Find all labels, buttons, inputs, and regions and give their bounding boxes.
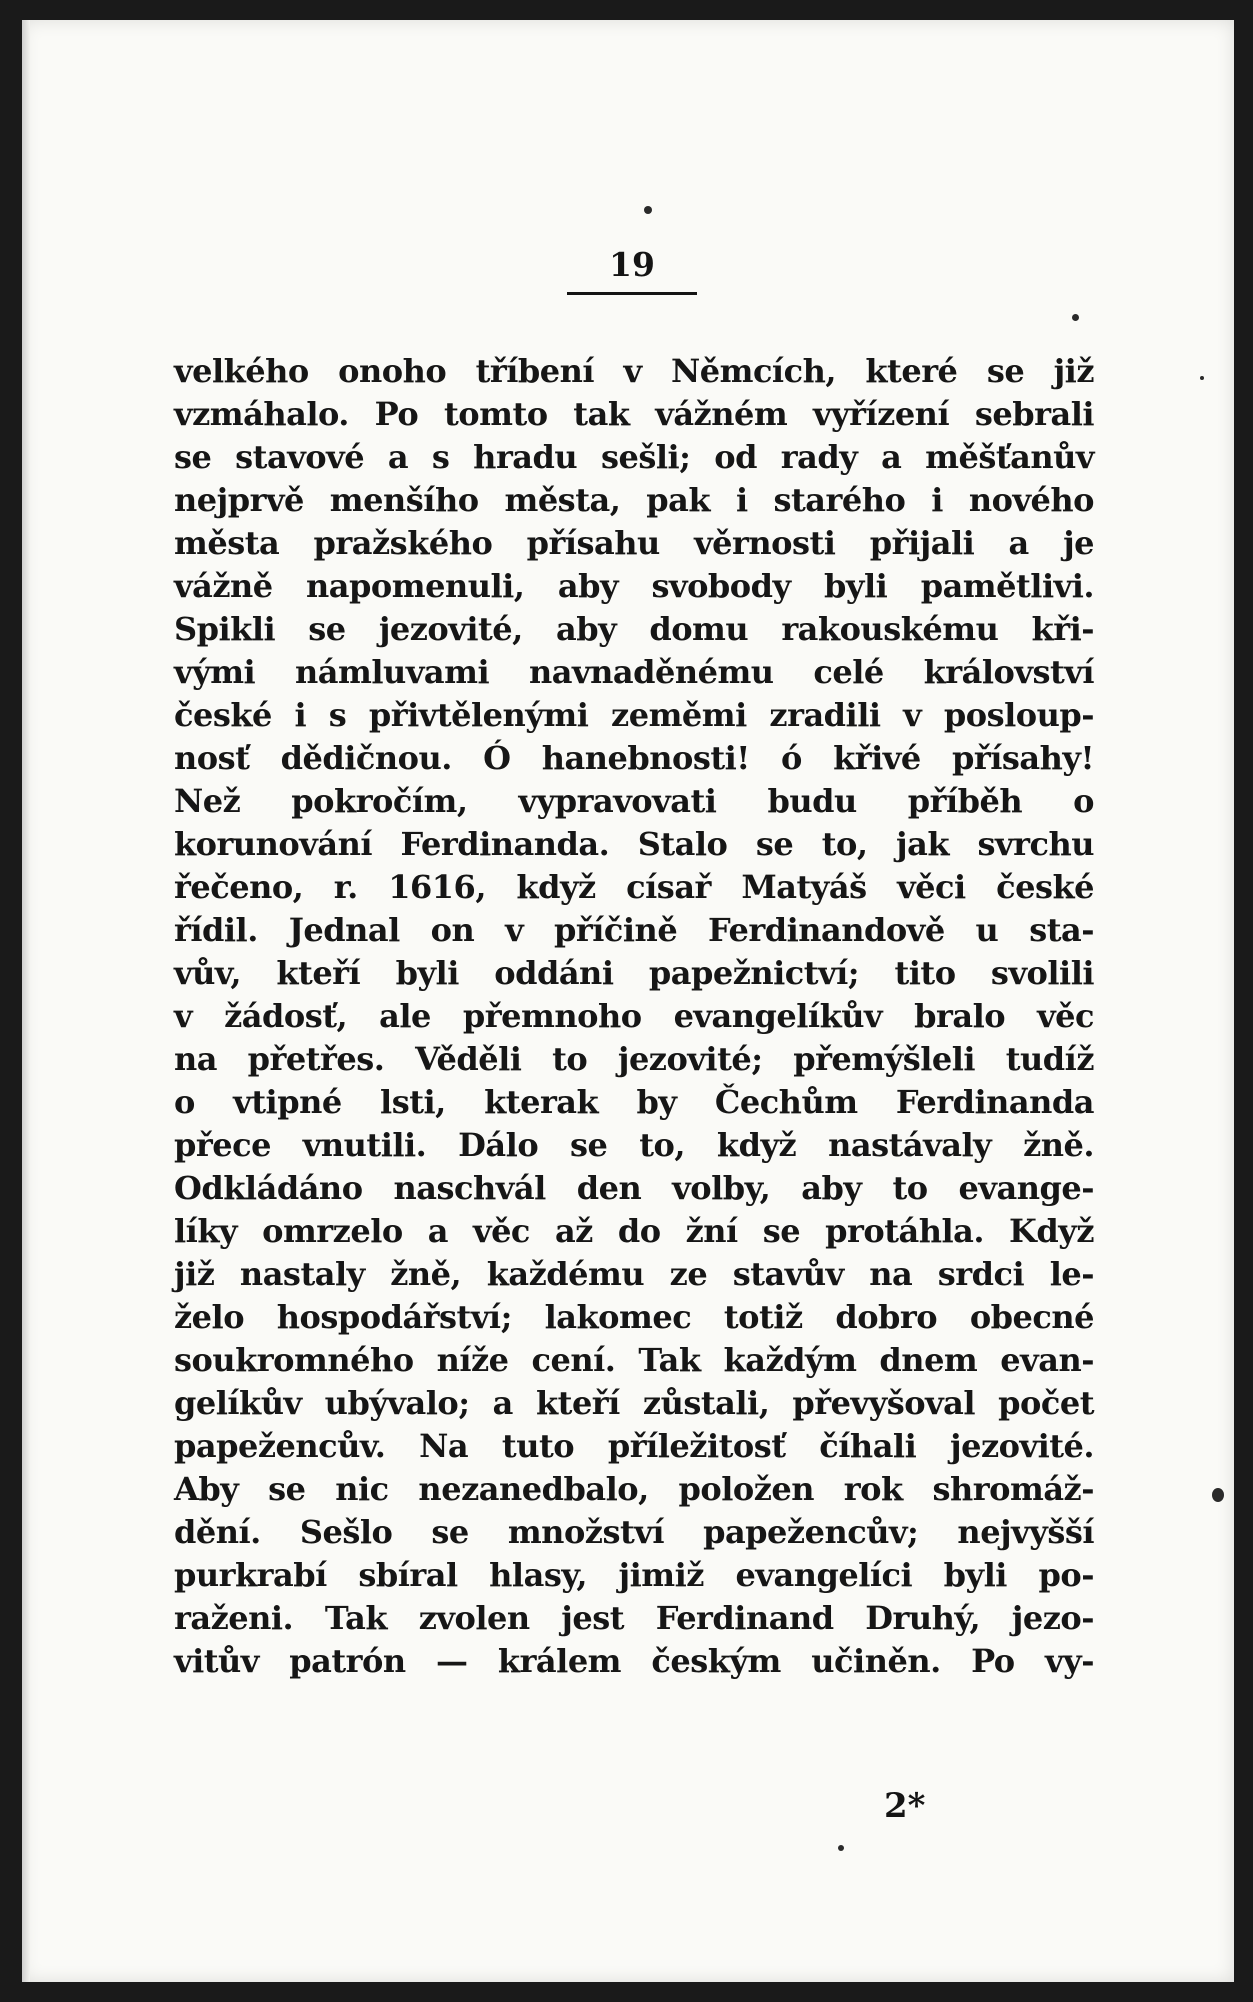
text-line: Než pokročím, vypravovati budu příběh o <box>174 782 1094 820</box>
text-line: řídil. Jednal on v příčině Ferdinandově u sta- <box>174 911 1094 949</box>
text-line: nejprvě menšího města, pak i starého i nového <box>174 481 1094 519</box>
page-number-rule <box>567 292 697 295</box>
book-page <box>22 20 1234 1982</box>
text-line: vážně napomenuli, aby svobody byli pamětlivi. <box>174 567 1094 605</box>
text-line: vitův patrón — králem českým učiněn. Po vy- <box>174 1642 1094 1680</box>
text-line: Aby se nic nezanedbalo, položen rok shromáž- <box>174 1470 1094 1508</box>
body-text <box>174 350 1094 1683</box>
text-line: Odkládáno naschvál den volby, aby to evange- <box>174 1169 1094 1207</box>
text-line: již nastaly žně, každému ze stavův na srdci le- <box>174 1255 1094 1293</box>
text-line: o vtipné lsti, kterak by Čechům Ferdinanda <box>174 1083 1094 1121</box>
signature-mark: 2* <box>884 1786 926 1826</box>
text-line: korunování Ferdinanda. Stalo se to, jak svrchu <box>174 825 1094 863</box>
text-line: vými námluvami navnaděnému celé království <box>174 653 1094 691</box>
text-line: purkrabí sbíral hlasy, jimiž evangelíci byli po- <box>174 1556 1094 1594</box>
text-line: v žádosť, ale přemnoho evangelíkův bralo věc <box>174 997 1094 1035</box>
text-line: gelíkův ubývalo; a kteří zůstali, převyšoval počet <box>174 1384 1094 1422</box>
text-line: české i s přivtělenými zeměmi zradili v posloup- <box>174 696 1094 734</box>
print-speck <box>644 206 652 214</box>
text-line: dění. Sešlo se množství papežencův; nejvyšší <box>174 1513 1094 1551</box>
print-speck <box>1200 376 1204 380</box>
text-line: papežencův. Na tuto příležitosť číhali jezovité. <box>174 1427 1094 1465</box>
text-line: velkého onoho tříbení v Němcích, které se již <box>174 352 1094 390</box>
text-line: města pražského přísahu věrnosti přijali a je <box>174 524 1094 562</box>
text-line: Spikli se jezovité, aby domu rakouskému kři- <box>174 610 1094 648</box>
print-speck <box>838 1845 844 1851</box>
print-speck <box>1072 314 1079 321</box>
text-line: líky omrzelo a věc až do žní se protáhla. Když <box>174 1212 1094 1250</box>
text-line: želo hospodářství; lakomec totiž dobro obecné <box>174 1298 1094 1336</box>
text-line: přece vnutili. Dálo se to, když nastávaly žně. <box>174 1126 1094 1164</box>
text-line: nosť dědičnou. Ó hanebnosti! ó křivé přísahy! <box>174 739 1094 777</box>
text-line: soukromného níže cení. Tak každým dnem evan- <box>174 1341 1094 1379</box>
text-line: raženi. Tak zvolen jest Ferdinand Druhý, jezo- <box>174 1599 1094 1637</box>
text-line: řečeno, r. 1616, když císař Matyáš věci české <box>174 868 1094 906</box>
page-gutter <box>22 20 30 1982</box>
text-line: vův, kteří byli oddáni papežnictví; tito svolili <box>174 954 1094 992</box>
text-line: vzmáhalo. Po tomto tak vážném vyřízení sebrali <box>174 395 1094 433</box>
text-line: se stavové a s hradu sešli; od rady a měšťanův <box>174 438 1094 476</box>
text-line: na přetřes. Věděli to jezovité; přemýšleli tudíž <box>174 1040 1094 1078</box>
page-number: 19 <box>609 245 655 284</box>
print-speck <box>1212 1488 1224 1502</box>
